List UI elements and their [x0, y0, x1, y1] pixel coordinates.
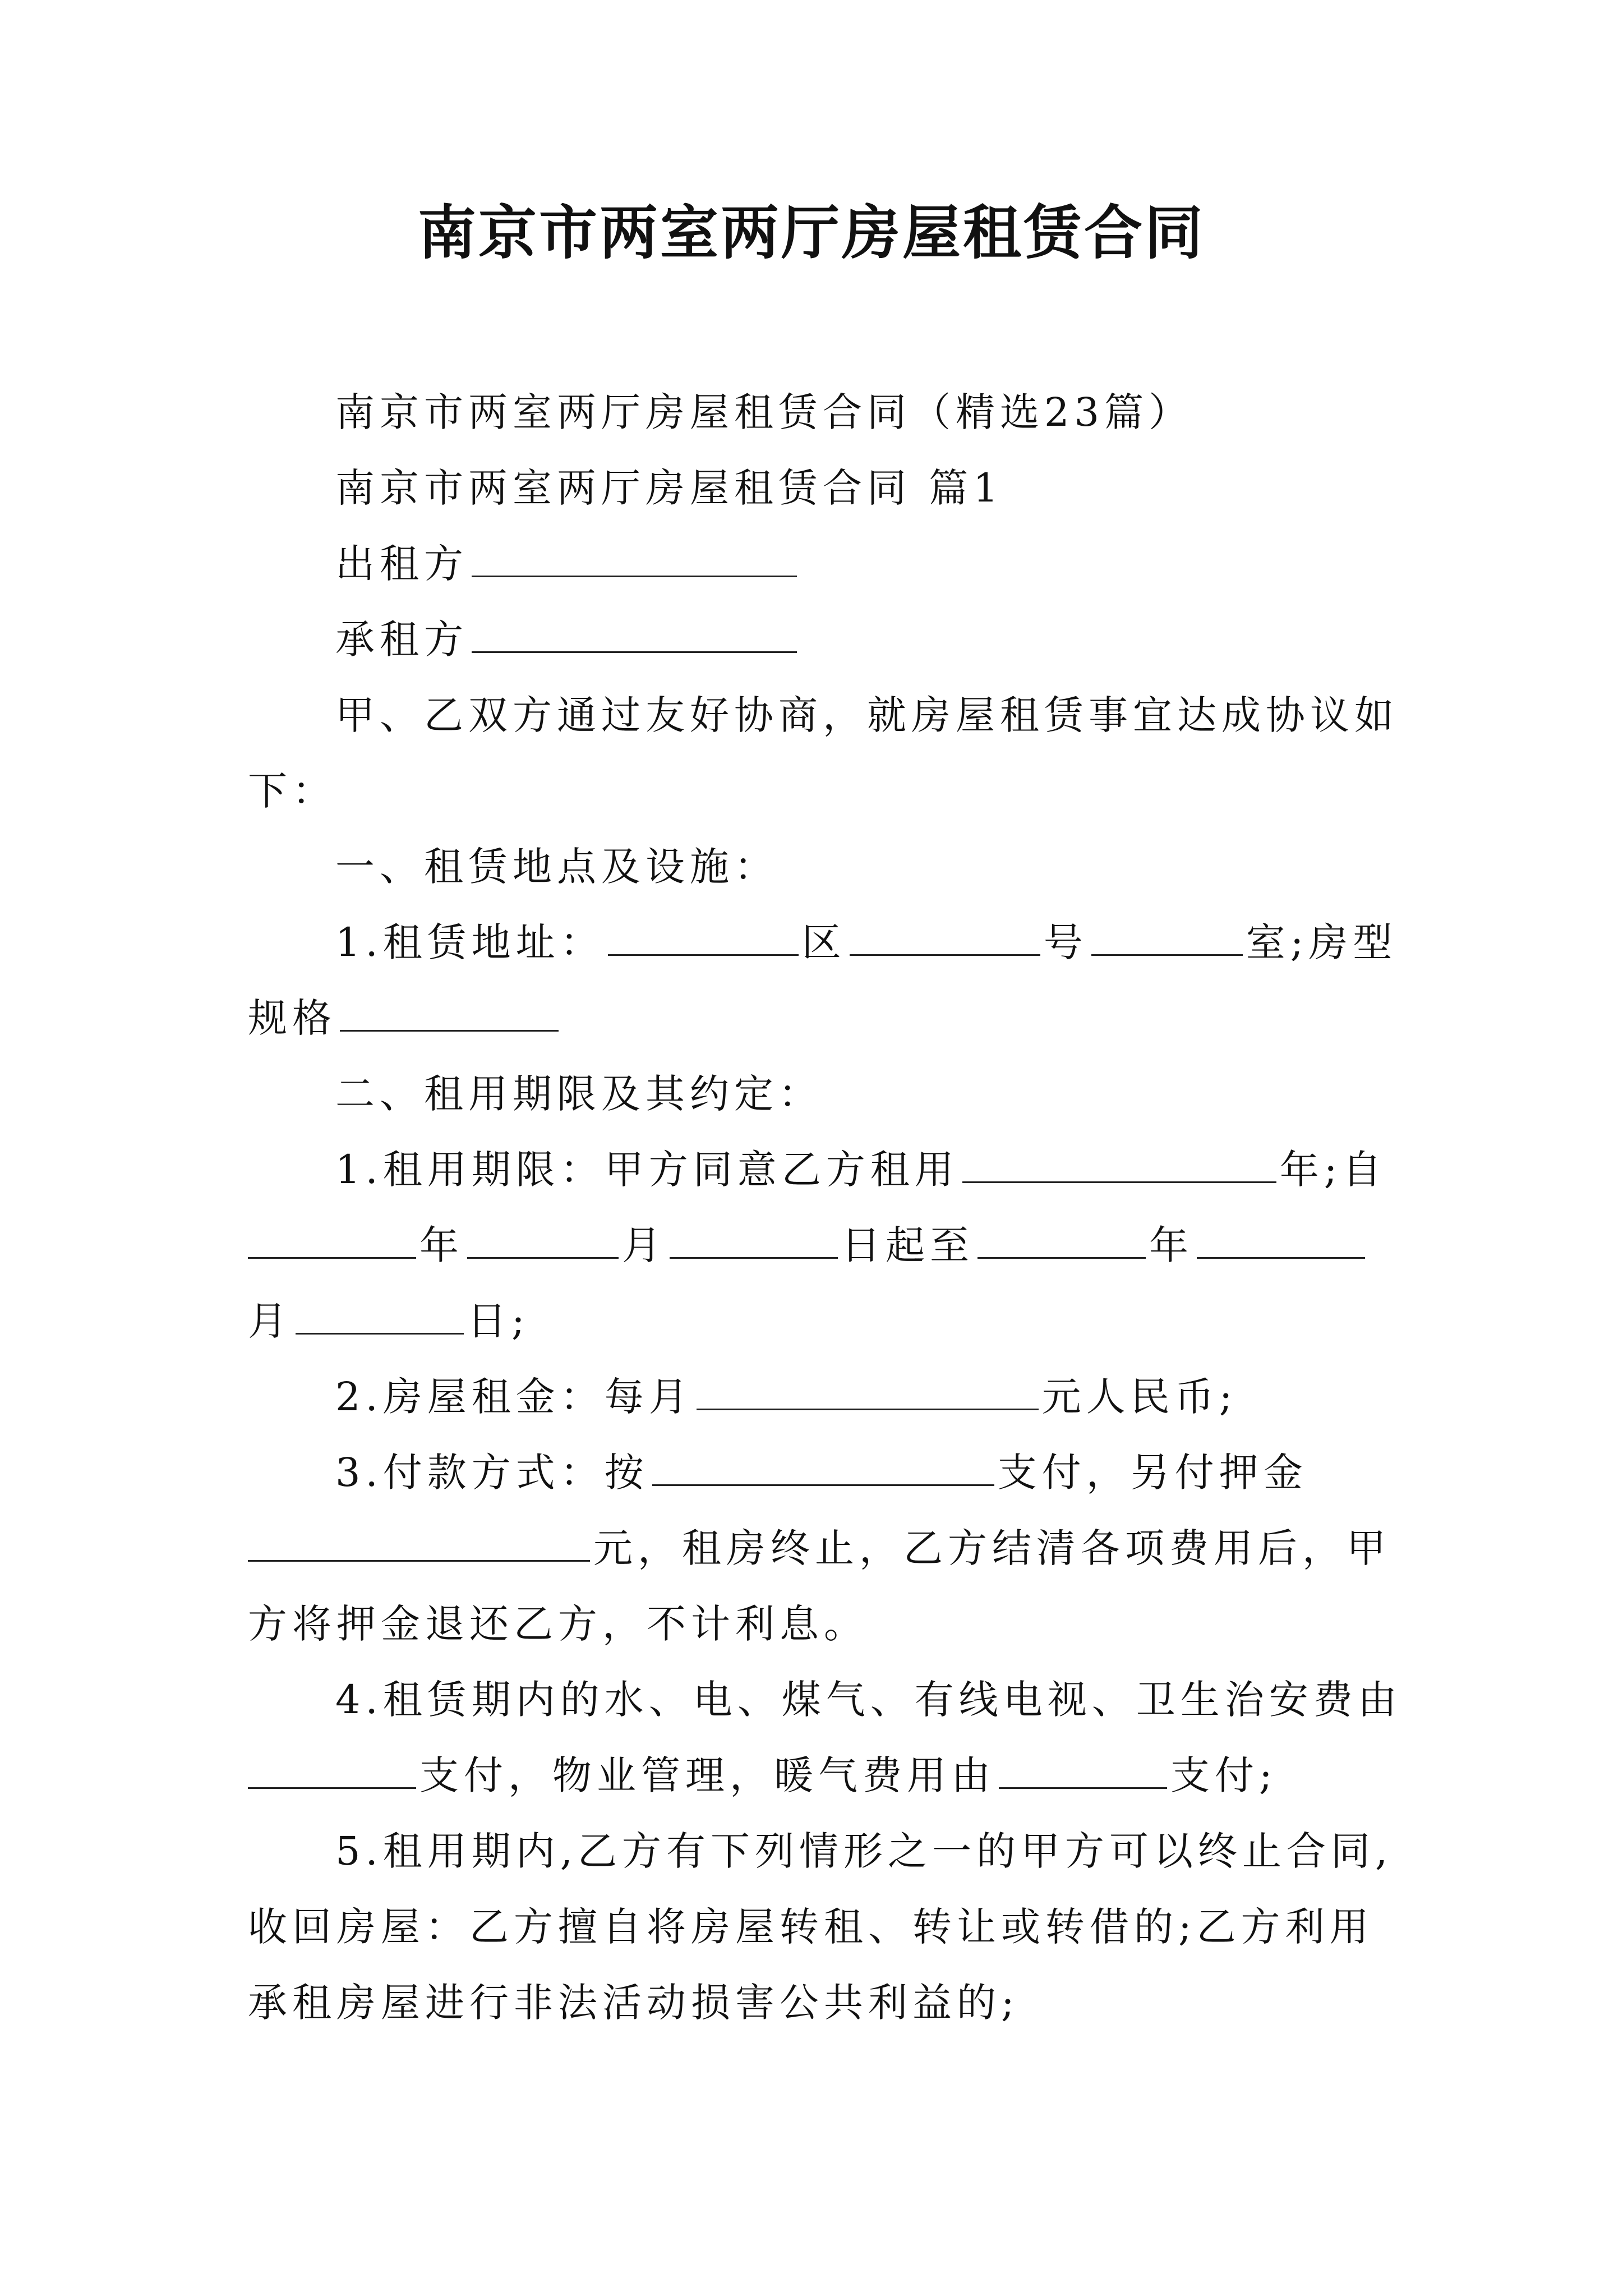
start-day-blank[interactable]: [670, 1219, 838, 1259]
term-line-2: [248, 1217, 1368, 1273]
address-label: 1.租赁地址：: [335, 919, 605, 965]
utilities-mid: 支付，物业管理，暖气费用由: [419, 1752, 995, 1798]
property-fee-payer-blank[interactable]: [999, 1749, 1167, 1789]
district-label: 区: [801, 919, 846, 965]
end-day-blank[interactable]: [296, 1295, 464, 1335]
start-day-label: 日起至: [841, 1222, 974, 1268]
rent-amount-blank[interactable]: [697, 1370, 1039, 1410]
number-blank[interactable]: [850, 916, 1040, 956]
room-blank[interactable]: [1091, 916, 1243, 956]
payment-line-2: [248, 1520, 1391, 1576]
number-label: 号: [1043, 919, 1088, 965]
end-day-label: 日;: [467, 1298, 530, 1344]
room-label: 室;房型: [1246, 919, 1398, 965]
intro-line-1: 甲、乙双方通过友好协商，就房屋租赁事宜达成协议如: [335, 692, 1399, 738]
intro-line-2: 下：: [248, 768, 336, 814]
utilities-line-1: 4.租赁期内的水、电、煤气、有线电视、卫生治安费由: [335, 1677, 1402, 1723]
spec-blank[interactable]: [340, 992, 559, 1032]
spec-label: 规格: [248, 995, 336, 1041]
start-month-blank[interactable]: [467, 1219, 619, 1259]
term-year-from: 年;自: [1279, 1147, 1387, 1193]
term-label: 1.租用期限：甲方同意乙方租用: [335, 1147, 959, 1193]
lessor-line: [335, 536, 800, 592]
section-1-heading: 一、租赁地点及设施：: [335, 844, 778, 890]
end-year-label: 年: [1149, 1222, 1193, 1268]
document-subtitle: 南京市两室两厅房屋租赁合同（精选23篇）: [335, 389, 1193, 435]
utilities-payer-blank[interactable]: [248, 1749, 416, 1789]
utilities-line-2: [248, 1747, 1278, 1803]
utilities-end: 支付;: [1170, 1752, 1278, 1798]
end-month-blank-a[interactable]: [1197, 1219, 1365, 1259]
termination-line-2: 收回房屋：乙方擅自将房屋转租、转让或转借的;乙方利用: [248, 1904, 1374, 1950]
payment-deposit-label: 支付，另付押金: [997, 1450, 1308, 1496]
lessee-label: 承租方: [335, 616, 468, 662]
end-month-label: 月: [248, 1298, 292, 1344]
lessor-blank[interactable]: [472, 537, 797, 577]
rent-line: [335, 1369, 1237, 1425]
end-year-blank[interactable]: [978, 1219, 1146, 1259]
term-line-3: [248, 1293, 530, 1349]
lessee-line: [335, 611, 800, 668]
section-2-heading: 二、租用期限及其约定：: [335, 1071, 823, 1117]
document-title: 南京市两室两厅房屋租赁合同: [417, 198, 1205, 267]
start-year-blank[interactable]: [248, 1219, 416, 1259]
term-line-1: [335, 1142, 1386, 1198]
start-year-label: 年: [419, 1222, 464, 1268]
spec-line: [248, 990, 562, 1046]
start-month-label: 月: [622, 1222, 666, 1268]
payment-method-blank[interactable]: [652, 1446, 994, 1486]
address-blank[interactable]: [608, 916, 799, 956]
rent-label: 2.房屋租金：每月: [335, 1374, 693, 1420]
address-line: [335, 914, 1397, 970]
term-years-blank[interactable]: [962, 1143, 1276, 1183]
payment-continuation: 元，租房终止，乙方结清各项费用后，甲: [593, 1525, 1391, 1571]
lessee-blank[interactable]: [472, 613, 797, 653]
rent-unit: 元人民币;: [1041, 1374, 1238, 1420]
termination-line-1: 5.租用期内,乙方有下列情形之一的甲方可以终止合同,: [335, 1828, 1393, 1874]
termination-line-3: 承租房屋进行非法活动损害公共利益的;: [248, 1980, 1020, 2026]
payment-line-1: [335, 1444, 1308, 1501]
chapter-heading: 南京市两室两厅房屋租赁合同 篇1: [335, 465, 1003, 511]
payment-line-3: 方将押金退还乙方，不计利息。: [248, 1601, 868, 1647]
deposit-amount-blank[interactable]: [248, 1522, 590, 1562]
payment-label: 3.付款方式：按: [335, 1450, 649, 1496]
lessor-label: 出租方: [335, 541, 468, 587]
